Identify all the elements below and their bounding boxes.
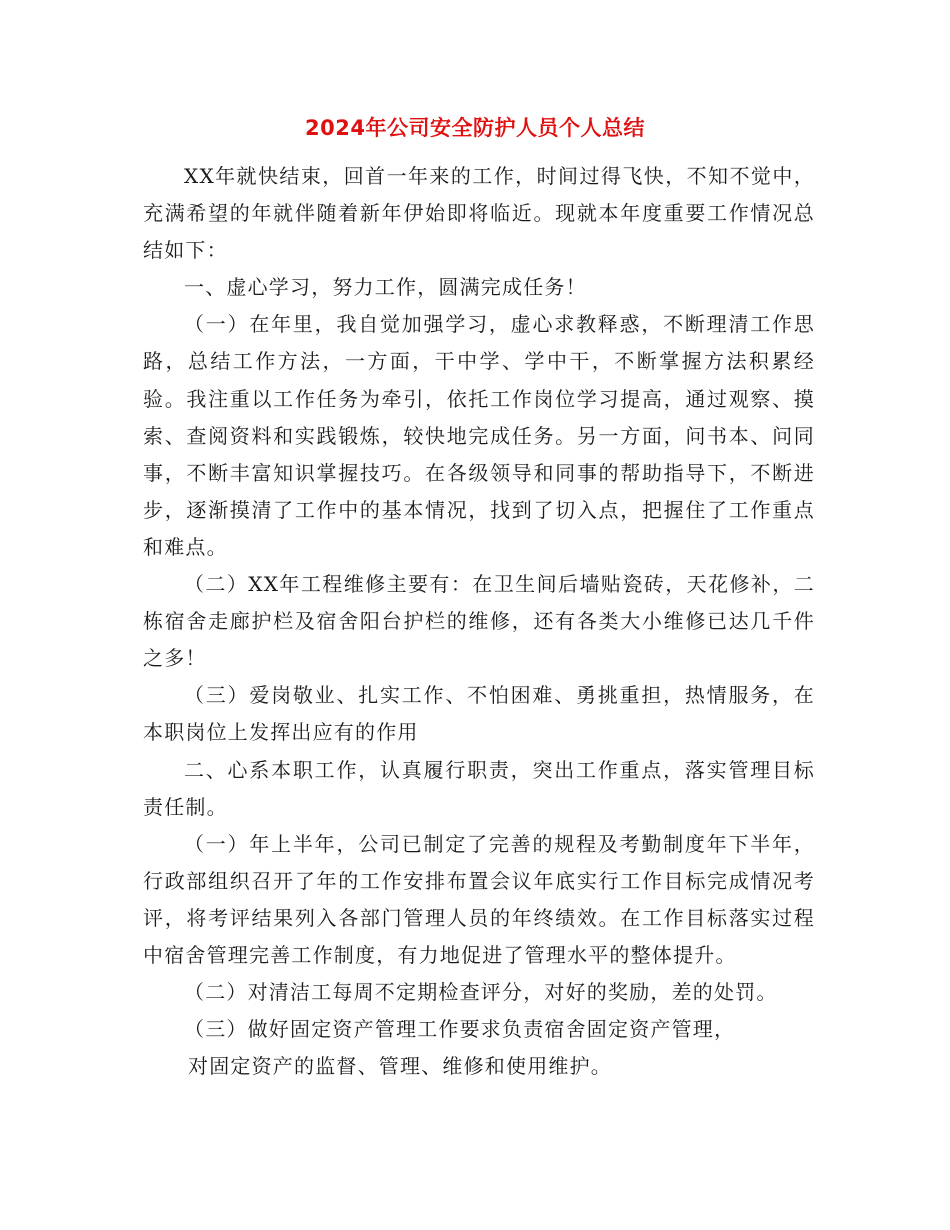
document-body (143, 158, 815, 1085)
section-heading-1: 一、虚心学习，努力工作，圆满完成任务！ (184, 275, 587, 300)
paragraph-1-1: （一）在年里，我自觉加强学习，虚心求教释惑，不断理清工作思路，总结工作方法，一方面，干中学、学中干，不断掌握方法积累经验。我注重以工作任务为牵引，依托工作岗位学习提高，通过观察、摸索、查阅资料和实践锻炼，较快地完成任务。另一方面，问书本、问同事，不断丰富知识掌握技巧。在各级领导和同事的帮助指导下，不断进步，逐渐摸清了工作中的基本情况，找到了切入点，把握住了工作重点和难点。 (143, 312, 815, 559)
paragraph-2-3-continued: 对固定资产的监督、管理、维修和使用维护。 (188, 1054, 612, 1079)
paragraph-2-3: （三）做好固定资产管理工作要求负责宿舍固定资产管理， (184, 1017, 736, 1042)
paragraph-1-3: （三）爱岗敬业、扎实工作、不怕困难、勇挑重担，热情服务，在本职岗位上发挥出应有的作用 (143, 683, 815, 745)
paragraph-1-2: （二）XX年工程维修主要有：在卫生间后墙贴瓷砖，天花修补，二栋宿舍走廊护栏及宿舍阳台护栏的维修，还有各类大小维修已达几千件之多！ (143, 572, 815, 671)
section-heading-2: 二、心系本职工作，认真履行职责，突出工作重点，落实管理目标责任制。 (143, 757, 815, 819)
paragraph-intro: XX年就快结束，回首一年来的工作，时间过得飞快，不知不觉中，充满希望的年就伴随着新年伊始即将临近。现就本年度重要工作情况总结如下： (143, 164, 815, 263)
paragraph-2-1: （一）年上半年，公司已制定了完善的规程及考勤制度年下半年，行政部组织召开了年的工作安排布置会议年底实行工作目标完成情况考评，将考评结果列入各部门管理人员的年终绩效。在工作目标落实过程中宿舍管理完善工作制度，有力地促进了管理水平的整体提升。 (143, 831, 815, 967)
paragraph-2-2: （二）对清洁工每周不定期检查评分，对好的奖励，差的处罚。 (184, 980, 778, 1005)
document-title: 2024年公司安全防护人员个人总结 (305, 116, 645, 140)
